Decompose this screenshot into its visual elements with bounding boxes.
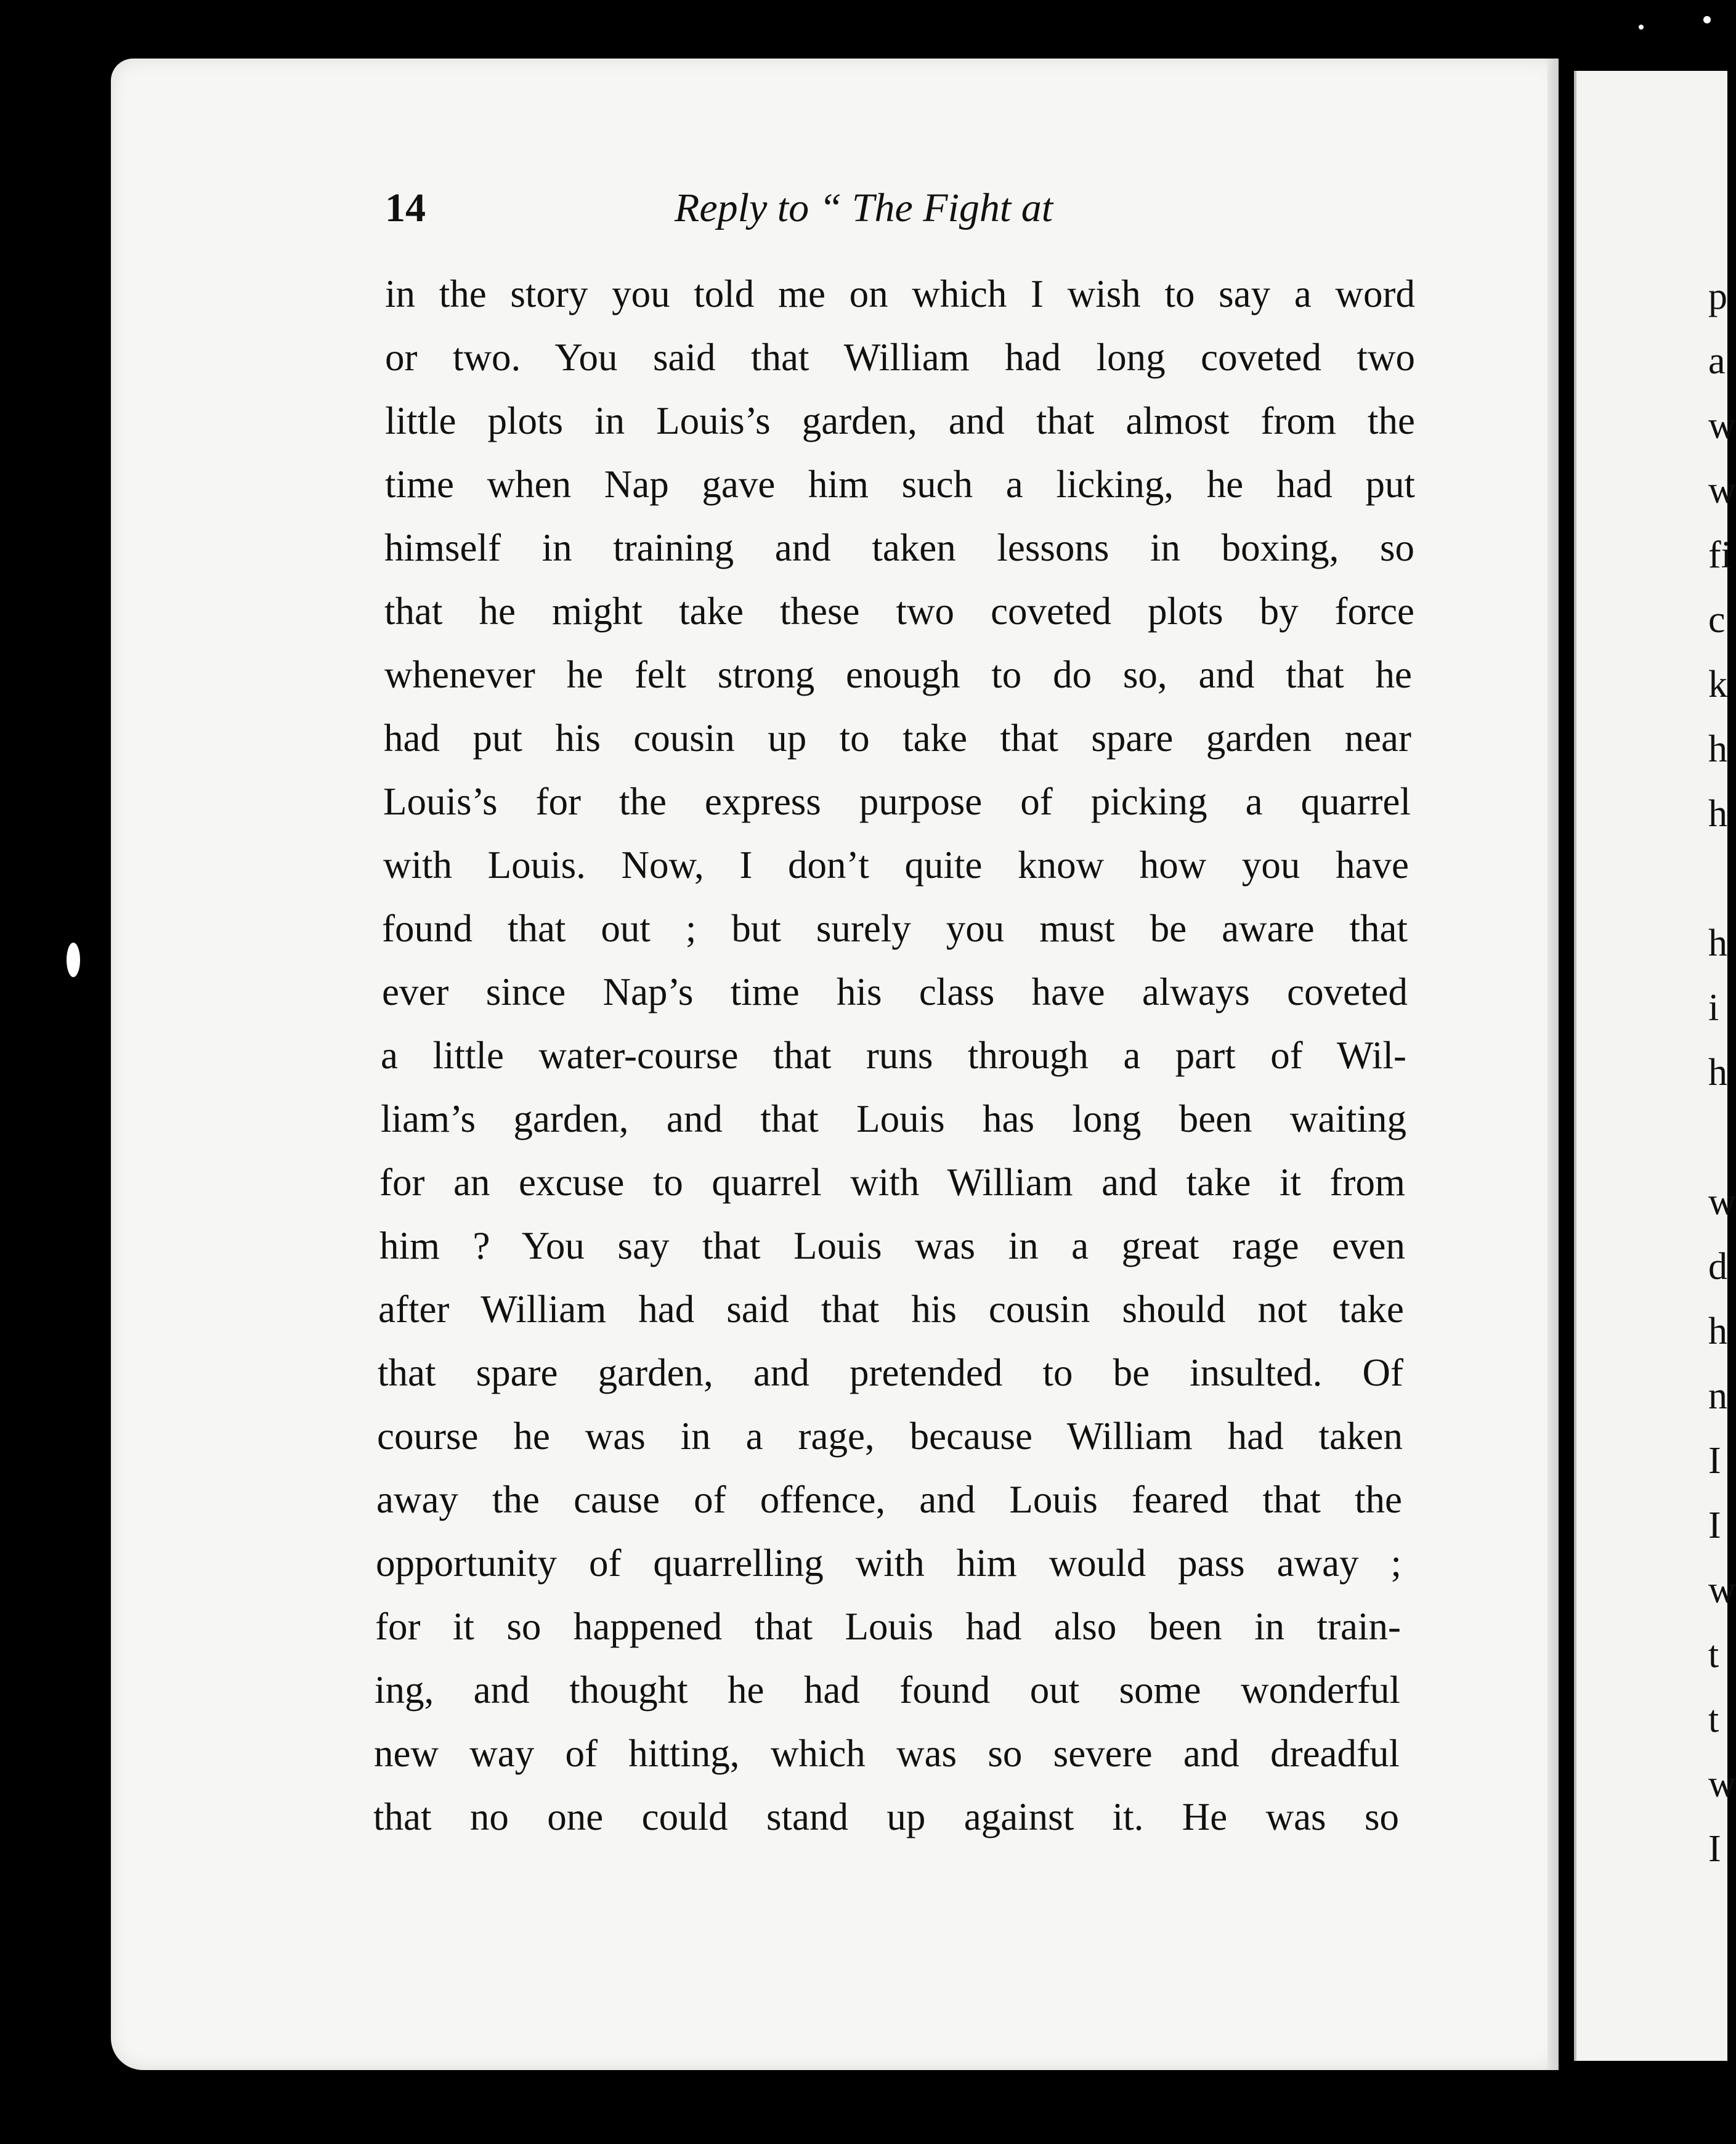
facing-page-fragment: n [1708,1375,1727,1417]
facing-page-fragment: w [1708,1763,1736,1805]
body-line: himself in training and taken lessons in boxing, so [384,526,1414,569]
facing-page-fragment: c [1708,599,1726,641]
body-line: for an excuse to quarrel with William and take it from [379,1161,1405,1204]
facing-page-fragment: fi [1708,534,1732,576]
scan-speck [67,943,80,977]
body-line: that spare garden, and pretended to be insulted. Of [378,1351,1403,1394]
body-line: little plots in Louis’s garden, and that almost from the [385,399,1415,442]
body-line: whenever he felt strong enough to do so, and that he [384,653,1412,696]
body-line: with Louis. Now, I don’t quite know how you have [383,843,1409,887]
running-header [385,185,1124,234]
facing-page-fragment: t [1708,1634,1719,1676]
body-line: after William had said that his cousin should not take [378,1288,1404,1331]
facing-page-fragment: p [1708,275,1727,317]
facing-page-fragment: a [1708,340,1726,382]
facing-page-fragment: w [1708,405,1736,447]
facing-page-fragment: w [1708,469,1736,511]
facing-page-fragment: k [1708,664,1727,705]
body-line: new way of hitting, which was so severe and dreadful [374,1732,1400,1775]
facing-page-fragment: I [1708,1440,1721,1482]
facing-page-edge [1574,71,1736,2061]
body-line: opportunity of quarrelling with him would pass away ; [376,1541,1401,1585]
facing-page-fragment: h [1708,1052,1727,1094]
facing-page-fragment: h [1708,728,1727,770]
body-line: ever since Nap’s time his class have always coveted [382,970,1408,1013]
running-title: Reply to “ The Fight at [675,185,1053,230]
page-number: 14 [385,185,426,230]
facing-page-fragment: h [1708,793,1727,835]
body-line: course he was in a rage, because William had taken [377,1415,1403,1458]
body-line: away the cause of offence, and Louis feared that the [376,1478,1402,1521]
scan-speck [1639,25,1644,30]
facing-page-fragment: i [1708,987,1719,1029]
body-line: or two. You said that William had long coveted two [385,336,1415,379]
scan-speck [1703,16,1711,23]
body-line: liam’s garden, and that Louis has long been waiting [381,1097,1406,1140]
body-line: Louis’s for the express purpose of picking a quarrel [383,780,1411,823]
body-line: that no one could stand up against it. He was so [373,1795,1399,1838]
body-line: in the story you told me on which I wish to say a word [385,272,1415,315]
facing-page-fragment: I [1708,1504,1721,1546]
facing-page-fragment: d [1708,1246,1727,1288]
facing-page-fragment: h [1708,1310,1727,1352]
body-line: ing, and thought he had found out some wonderful [375,1668,1400,1712]
facing-page-fragment: w [1708,1181,1736,1223]
body-line: time when Nap gave him such a licking, he had put [385,463,1415,506]
facing-page-fragment: h [1708,922,1727,964]
facing-page-fragment: w [1708,1569,1736,1611]
facing-page-fragment: I [1708,1828,1721,1870]
body-line: a little water-course that runs through a part of Wil- [381,1034,1406,1077]
body-line: for it so happened that Louis had also been in train- [375,1605,1401,1648]
body-line: him ? You say that Louis was in a great rage even [379,1224,1405,1267]
body-line: found that out ; but surely you must be aware that [382,907,1408,950]
facing-page-fragment: t [1708,1699,1719,1740]
body-line: that he might take these two coveted plots by force [384,590,1414,633]
page-fold-shadow [1547,59,1559,2070]
body-line: had put his cousin up to take that spare garden near [384,717,1411,760]
